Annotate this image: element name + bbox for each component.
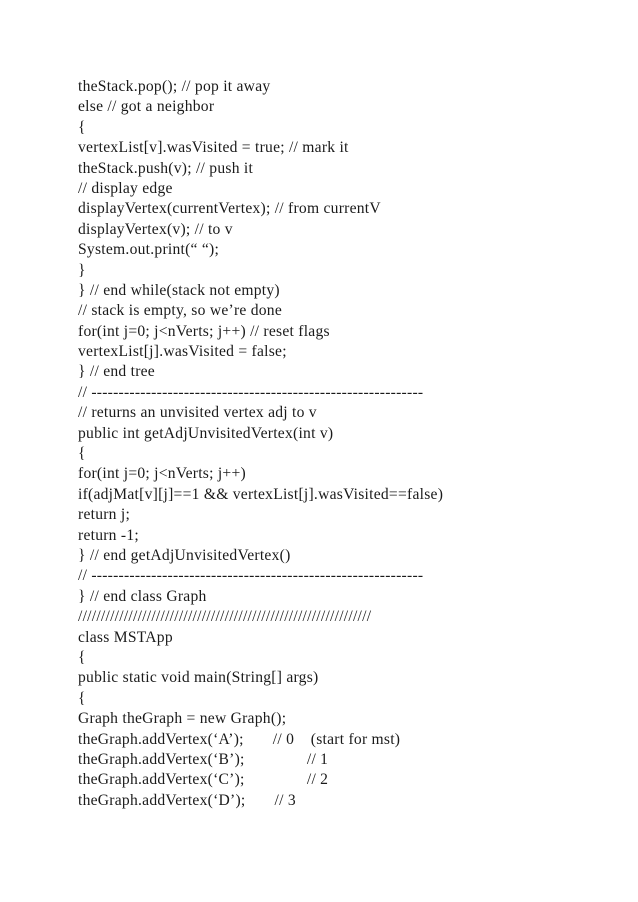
- code-line: class MSTApp: [78, 628, 173, 646]
- code-line: theGraph.addVertex(‘C’); // 2: [78, 771, 329, 789]
- code-line: theGraph.addVertex(‘D’); // 3: [78, 791, 296, 809]
- code-line: public int getAdjUnvisitedVertex(int v): [78, 424, 334, 442]
- code-line: } // end getAdjUnvisitedVertex(): [78, 546, 291, 564]
- code-line: System.out.print(“ “);: [78, 241, 220, 259]
- code-line: Graph theGraph = new Graph();: [78, 710, 287, 728]
- code-line: // -------------------------------------------------------------: [78, 383, 424, 401]
- code-line: // stack is empty, so we’re done: [78, 302, 283, 320]
- code-line: // returns an unvisited vertex adj to v: [78, 404, 317, 422]
- code-line: for(int j=0; j<nVerts; j++): [78, 465, 246, 483]
- code-line: {: [78, 445, 86, 463]
- code-line: if(adjMat[v][j]==1 && vertexList[j].wasVisited==false): [78, 485, 444, 503]
- code-line: }: [78, 261, 86, 279]
- code-line: theGraph.addVertex(‘B’); // 1: [78, 750, 329, 768]
- code-line: theGraph.addVertex(‘A’); // 0 (start for mst): [78, 730, 401, 748]
- code-line: } // end while(stack not empty): [78, 281, 280, 299]
- code-listing: [78, 77, 618, 811]
- code-line: else // got a neighbor: [78, 98, 215, 116]
- code-line: theStack.push(v); // push it: [78, 159, 254, 177]
- code-line: {: [78, 648, 86, 666]
- code-line: // -------------------------------------------------------------: [78, 567, 424, 585]
- code-line: {: [78, 689, 86, 707]
- code-line: // display edge: [78, 179, 173, 197]
- code-line: } // end class Graph: [78, 587, 207, 605]
- code-line: return j;: [78, 506, 131, 524]
- code-line: vertexList[j].wasVisited = false;: [78, 343, 287, 361]
- code-line: public static void main(String[] args): [78, 669, 319, 687]
- code-line: displayVertex(v); // to v: [78, 220, 233, 238]
- code-line: ////////////////////////////////////////////////////////////////: [78, 608, 372, 626]
- code-line: theStack.pop(); // pop it away: [78, 78, 271, 95]
- code-line: } // end tree: [78, 363, 155, 381]
- code-line: for(int j=0; j<nVerts; j++) // reset flags: [78, 322, 330, 340]
- code-line: displayVertex(currentVertex); // from currentV: [78, 200, 381, 218]
- code-line: {: [78, 118, 86, 136]
- code-line: return -1;: [78, 526, 139, 544]
- code-line: vertexList[v].wasVisited = true; // mark it: [78, 139, 349, 157]
